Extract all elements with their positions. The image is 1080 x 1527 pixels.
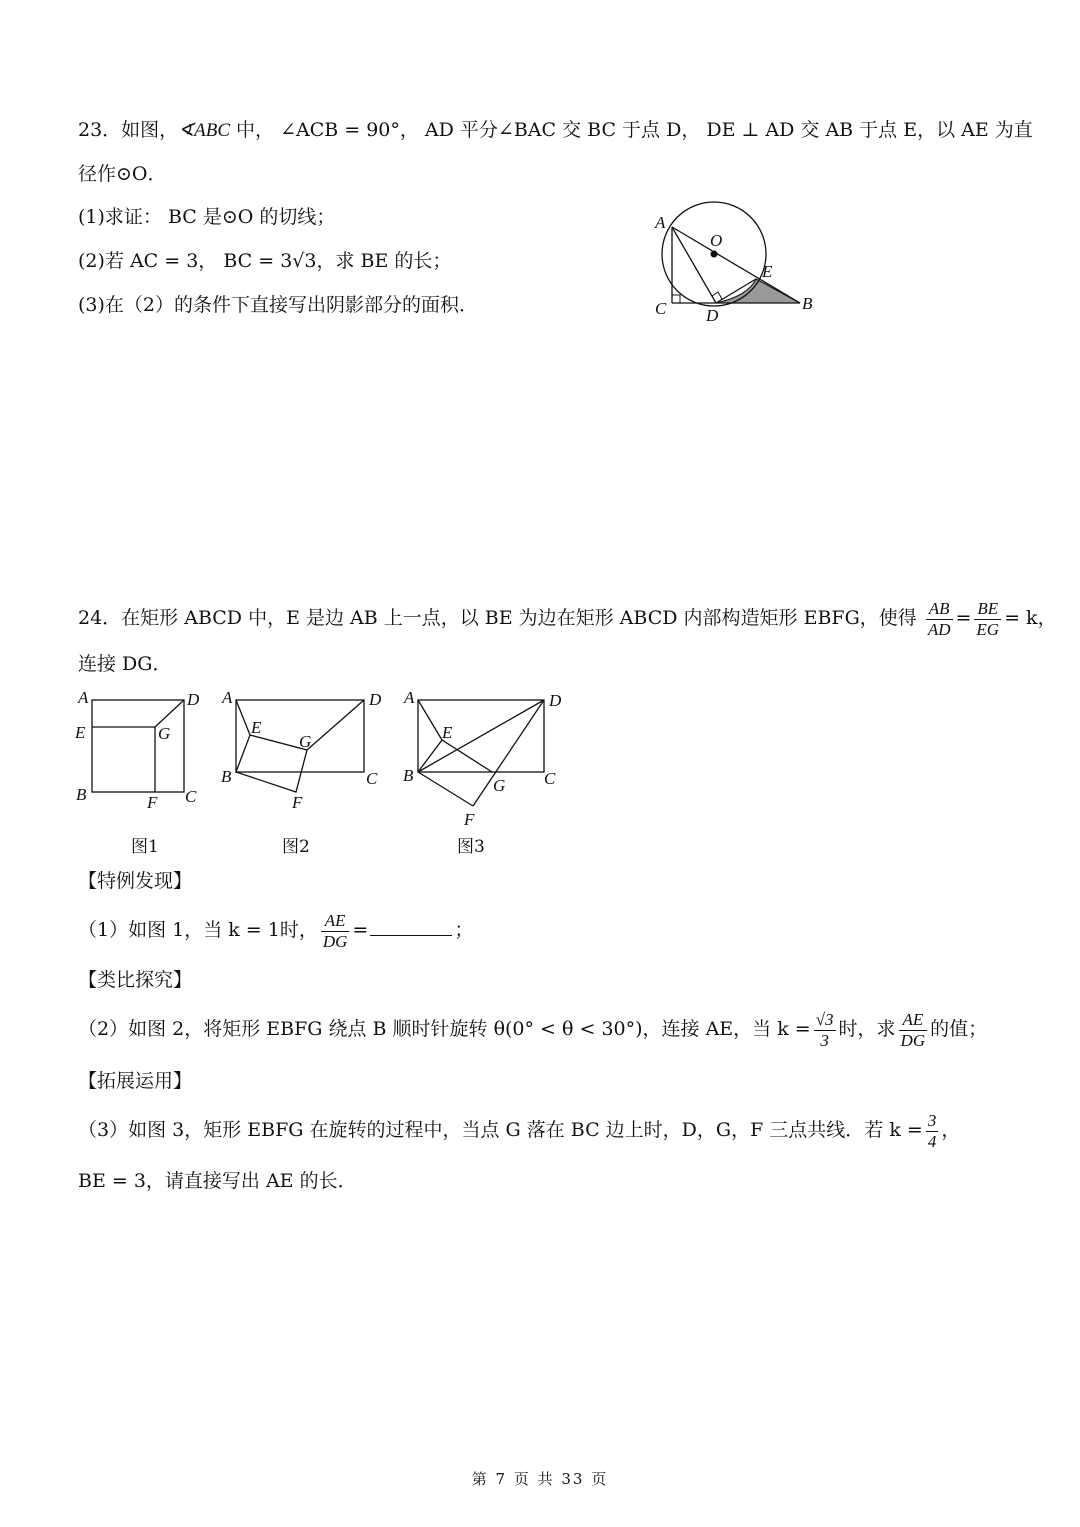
page-footer: 第 7 页 共 33 页 <box>471 1470 609 1488</box>
q24-part3-line2: BE = 3，请直接写出 AE 的长． <box>78 1170 357 1192</box>
q24-figure-3 <box>400 684 570 834</box>
section-extension: 【拓展运用】 <box>78 1070 193 1092</box>
caption-figure-2: 图2 <box>282 837 310 857</box>
frac-be-eg: $\frac{BE}{EG}$ <box>976 598 1000 639</box>
answer-blank[interactable] <box>370 915 452 936</box>
svg-text:B: B <box>221 767 232 786</box>
svg-text:B: B <box>76 785 87 804</box>
svg-text:A: A <box>78 688 89 707</box>
svg-text:E: E <box>442 723 453 742</box>
q23-part2: (2)若 AC = 3， BC = 3√3，求 BE 的长； <box>78 250 452 272</box>
q24-figure-2 <box>218 684 388 814</box>
svg-text:D: D <box>549 691 562 710</box>
svg-text:C: C <box>655 299 667 318</box>
svg-text:F: F <box>147 793 158 812</box>
q23-part1: (1)求证： BC 是⊙O 的切线； <box>78 206 336 228</box>
svg-text:A: A <box>404 688 415 707</box>
q23-line2: 径作⊙O． <box>78 163 167 185</box>
svg-text:F: F <box>464 810 475 829</box>
center-o-dot <box>711 251 718 258</box>
q23-figure <box>650 200 830 325</box>
svg-text:A: A <box>222 688 233 707</box>
q24-part2: （2）如图 2，将矩形 EBFG 绕点 B 顺时针旋转 θ(0° < θ < 30°)，连接 AE，当 k = $\frac{√3}{3}$ 时，求 $\frac{AE}{DG}$ 的值； <box>78 1009 988 1050</box>
section-analogy: 【类比探究】 <box>78 969 193 991</box>
caption-figure-1: 图1 <box>131 837 159 857</box>
svg-text:D: D <box>369 690 382 709</box>
svg-text:O: O <box>710 231 723 250</box>
svg-text:D: D <box>706 306 719 325</box>
svg-text:E: E <box>251 718 262 737</box>
frac-ab-ad: $\frac{AB}{AD}$ <box>927 598 951 639</box>
svg-text:D: D <box>187 690 200 709</box>
svg-text:A: A <box>655 213 666 232</box>
caption-figure-3: 图3 <box>457 837 485 857</box>
svg-text:G: G <box>493 776 506 795</box>
q24-line2: 连接 DG． <box>78 653 172 675</box>
frac-3-4: $\frac{3}{4}$ <box>927 1110 937 1151</box>
q24-part1: （1）如图 1，当 k = 1时， $\frac{AE}{DG}$ = ； <box>78 910 474 951</box>
svg-text:F: F <box>292 793 303 812</box>
q24-part3: （3）如图 3，矩形 EBFG 在旋转的过程中，当点 G 落在 BC 边上时，D，G，F 三点共线．若 k = $\frac{3}{4}$ ， <box>78 1110 961 1151</box>
q23-line1: 23．如图，∢ABC 中， ∠ACB = 90°， AD 平分∠BAC 交 BC 于点 D， DE ⊥ AD 交 AB 于点 E，以 AE 为直 <box>78 119 1033 141</box>
svg-text:E: E <box>762 262 773 281</box>
svg-text:C: C <box>544 769 556 788</box>
svg-text:B: B <box>802 294 813 313</box>
q23-part3: (3)在（2）的条件下直接写出阴影部分的面积． <box>78 294 479 316</box>
svg-text:B: B <box>403 766 414 785</box>
svg-text:E: E <box>75 723 86 742</box>
frac-ae-dg-2: $\frac{AE}{DG}$ <box>900 1009 926 1050</box>
q24-line1: 24．在矩形 ABCD 中，E 是边 AB 上一点，以 BE 为边在矩形 ABCD 内部构造矩形 EBFG，使得 $\frac{AB}{AD}$ = $\frac{BE}{EG}$ = k， <box>78 598 1057 639</box>
frac-ae-dg-1: $\frac{AE}{DG}$ <box>322 910 348 951</box>
svg-text:C: C <box>185 787 197 806</box>
svg-text:G: G <box>158 724 171 743</box>
section-special-case: 【特例发现】 <box>78 870 193 892</box>
svg-text:C: C <box>366 769 378 788</box>
svg-text:G: G <box>299 732 312 751</box>
frac-sqrt3-3: $\frac{√3}{3}$ <box>815 1009 834 1050</box>
q24-figure-1 <box>70 684 210 814</box>
